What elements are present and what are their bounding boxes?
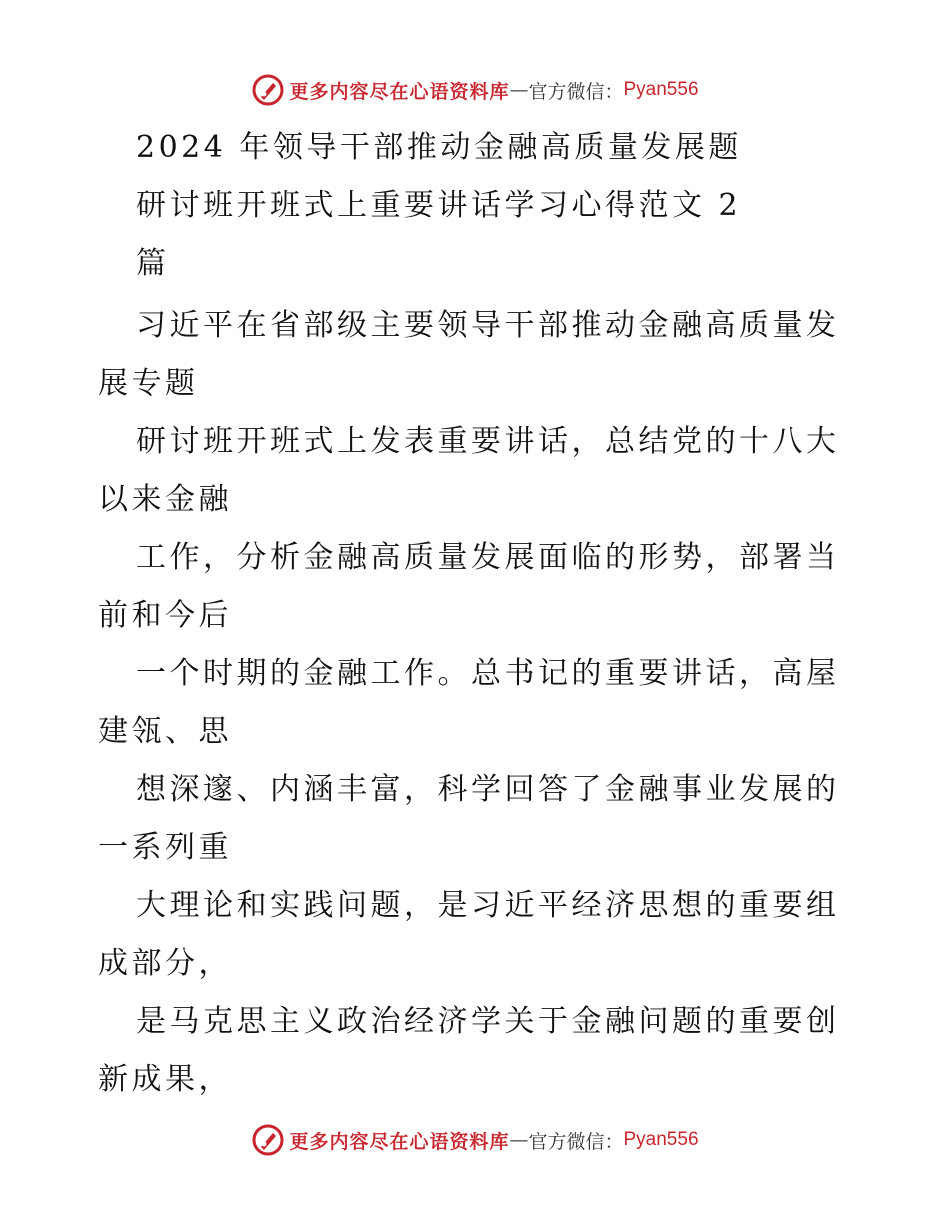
body-line: 展专题 (98, 366, 199, 401)
body-line: 新成果， (98, 1062, 232, 1097)
body-line: 工作，分析金融高质量发展面临的形势，部署当 (136, 540, 840, 575)
pen-nib-logo-icon (251, 73, 285, 107)
header-banner (0, 70, 950, 110)
banner-separator: — (509, 79, 529, 101)
body-line: 大理论和实践问题，是习近平经济思想的重要组 (136, 888, 840, 923)
banner-brand: 更多内容尽在心语资料库 (289, 1130, 510, 1153)
body-line: 以来金融 (98, 482, 232, 517)
body-line: 建瓴、思 (98, 714, 232, 749)
banner-separator: — (509, 1129, 529, 1151)
banner-wechat-id: Pyan556 (623, 1129, 699, 1150)
banner-wechat-id: Pyan556 (623, 79, 699, 100)
body-line: 成部分， (98, 946, 232, 981)
body-line: 一系列重 (98, 830, 232, 865)
banner-label: 官方微信： (528, 80, 624, 103)
title-line-1: 2024 年领导干部推动金融高质量发展题 (136, 130, 742, 165)
title-line-2: 研讨班开班式上重要讲话学习心得范文 2 (136, 188, 742, 223)
title-line-3: 篇 (136, 246, 170, 281)
body-line: 想深邃、内涵丰富，科学回答了金融事业发展的 (136, 772, 840, 807)
body-line: 前和今后 (98, 598, 232, 633)
body-line: 是马克思主义政治经济学关于金融问题的重要创 (136, 1004, 840, 1039)
pen-nib-logo-icon (251, 1123, 285, 1157)
banner-brand: 更多内容尽在心语资料库 (289, 80, 510, 103)
footer-banner (0, 1120, 950, 1160)
body-line: 研讨班开班式上发表重要讲话，总结党的十八大 (136, 424, 840, 459)
banner-label: 官方微信： (528, 1130, 624, 1153)
body-line: 习近平在省部级主要领导干部推动金融高质量发 (136, 308, 840, 343)
body-line: 一个时期的金融工作。总书记的重要讲话，高屋 (136, 656, 840, 691)
